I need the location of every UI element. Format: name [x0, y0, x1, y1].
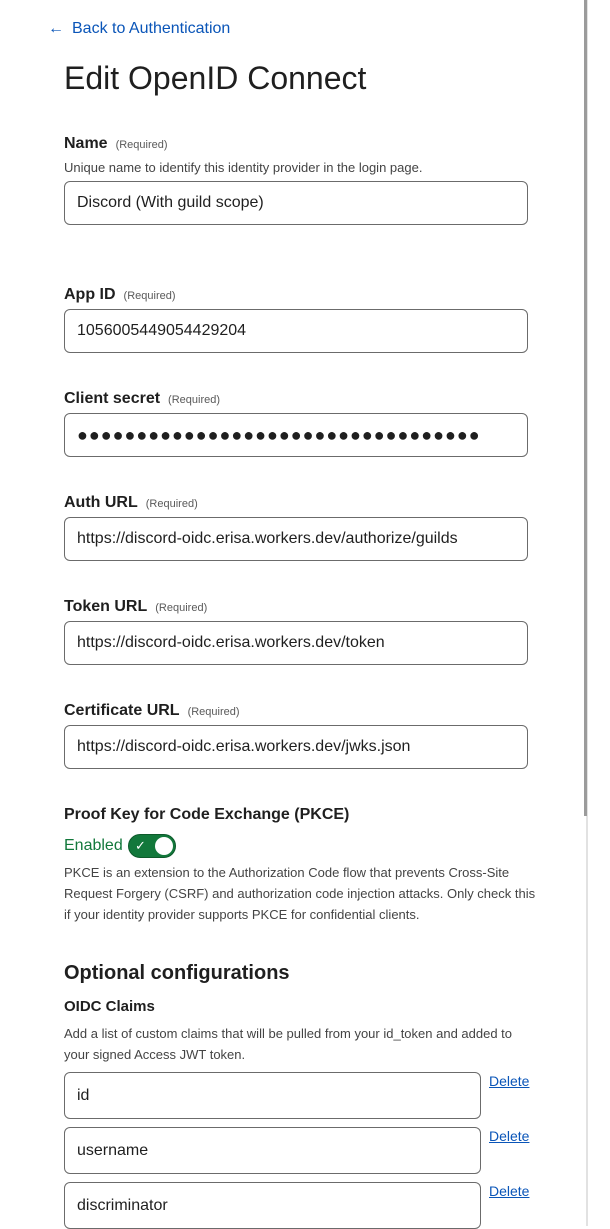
delete-claim-username-link[interactable]: Delete [489, 1128, 530, 1144]
token-url-label-text: Token URL [64, 598, 148, 615]
name-input[interactable] [64, 181, 528, 225]
back-to-authentication-link[interactable] [48, 20, 230, 38]
client-secret-input[interactable] [64, 413, 528, 457]
auth-url-input[interactable] [64, 517, 528, 561]
required-tag: (Required) [115, 139, 168, 151]
claims-help-line-1: Add a list of custom claims that will be pulled from your id_token and added to [64, 1026, 513, 1041]
app-id-label-text: App ID [64, 286, 116, 303]
required-tag: (Required) [168, 394, 221, 406]
toggle-knob [155, 837, 173, 855]
auth-url-label [64, 494, 198, 512]
claims-help-line-2: your signed Access JWT token. [64, 1047, 246, 1062]
scrollbar-thumb[interactable] [584, 0, 587, 816]
oidc-claims-title: OIDC Claims [64, 998, 155, 1015]
token-url-input[interactable] [64, 621, 528, 665]
app-id-label [64, 286, 176, 304]
name-help: Unique name to identify this identity provider in the login page. [64, 160, 423, 175]
optional-configurations-title: Optional configurations [64, 962, 290, 984]
required-tag: (Required) [155, 602, 208, 614]
required-tag: (Required) [187, 706, 240, 718]
certificate-url-label [64, 702, 240, 720]
certificate-url-input[interactable] [64, 725, 528, 769]
delete-claim-discriminator-link[interactable]: Delete [489, 1183, 530, 1199]
pkce-description-line-1: PKCE is an extension to the Authorization Code flow that prevents Cross-Site [64, 865, 510, 880]
pkce-description-line-2: Request Forgery (CSRF) and authorization code injection attacks. Only check this [64, 886, 536, 901]
scrollbar-track[interactable] [586, 0, 610, 1226]
pkce-toggle-label: Enabled [64, 837, 123, 854]
claim-input-id[interactable] [64, 1072, 481, 1119]
required-tag: (Required) [145, 498, 198, 510]
auth-url-label-text: Auth URL [64, 494, 138, 511]
claim-input-discriminator[interactable] [64, 1182, 481, 1229]
token-url-label [64, 598, 207, 616]
name-label-text: Name [64, 135, 108, 152]
required-tag: (Required) [123, 290, 176, 302]
checkmark-icon: ✓ [135, 838, 146, 853]
app-id-input[interactable] [64, 309, 528, 353]
client-secret-label-text: Client secret [64, 390, 161, 407]
pkce-description-line-3: if your identity provider supports PKCE for confidential clients. [64, 907, 420, 922]
page-title: Edit OpenID Connect [64, 60, 367, 96]
pkce-title: Proof Key for Code Exchange (PKCE) [64, 806, 350, 823]
back-link-label: Back to Authentication [72, 20, 231, 37]
claim-input-username[interactable] [64, 1127, 481, 1174]
client-secret-label [64, 390, 220, 408]
name-label [64, 135, 168, 153]
certificate-url-label-text: Certificate URL [64, 702, 180, 719]
delete-claim-id-link[interactable]: Delete [489, 1073, 530, 1089]
pkce-toggle[interactable] [128, 834, 176, 858]
arrow-left-icon: ← [48, 20, 64, 37]
